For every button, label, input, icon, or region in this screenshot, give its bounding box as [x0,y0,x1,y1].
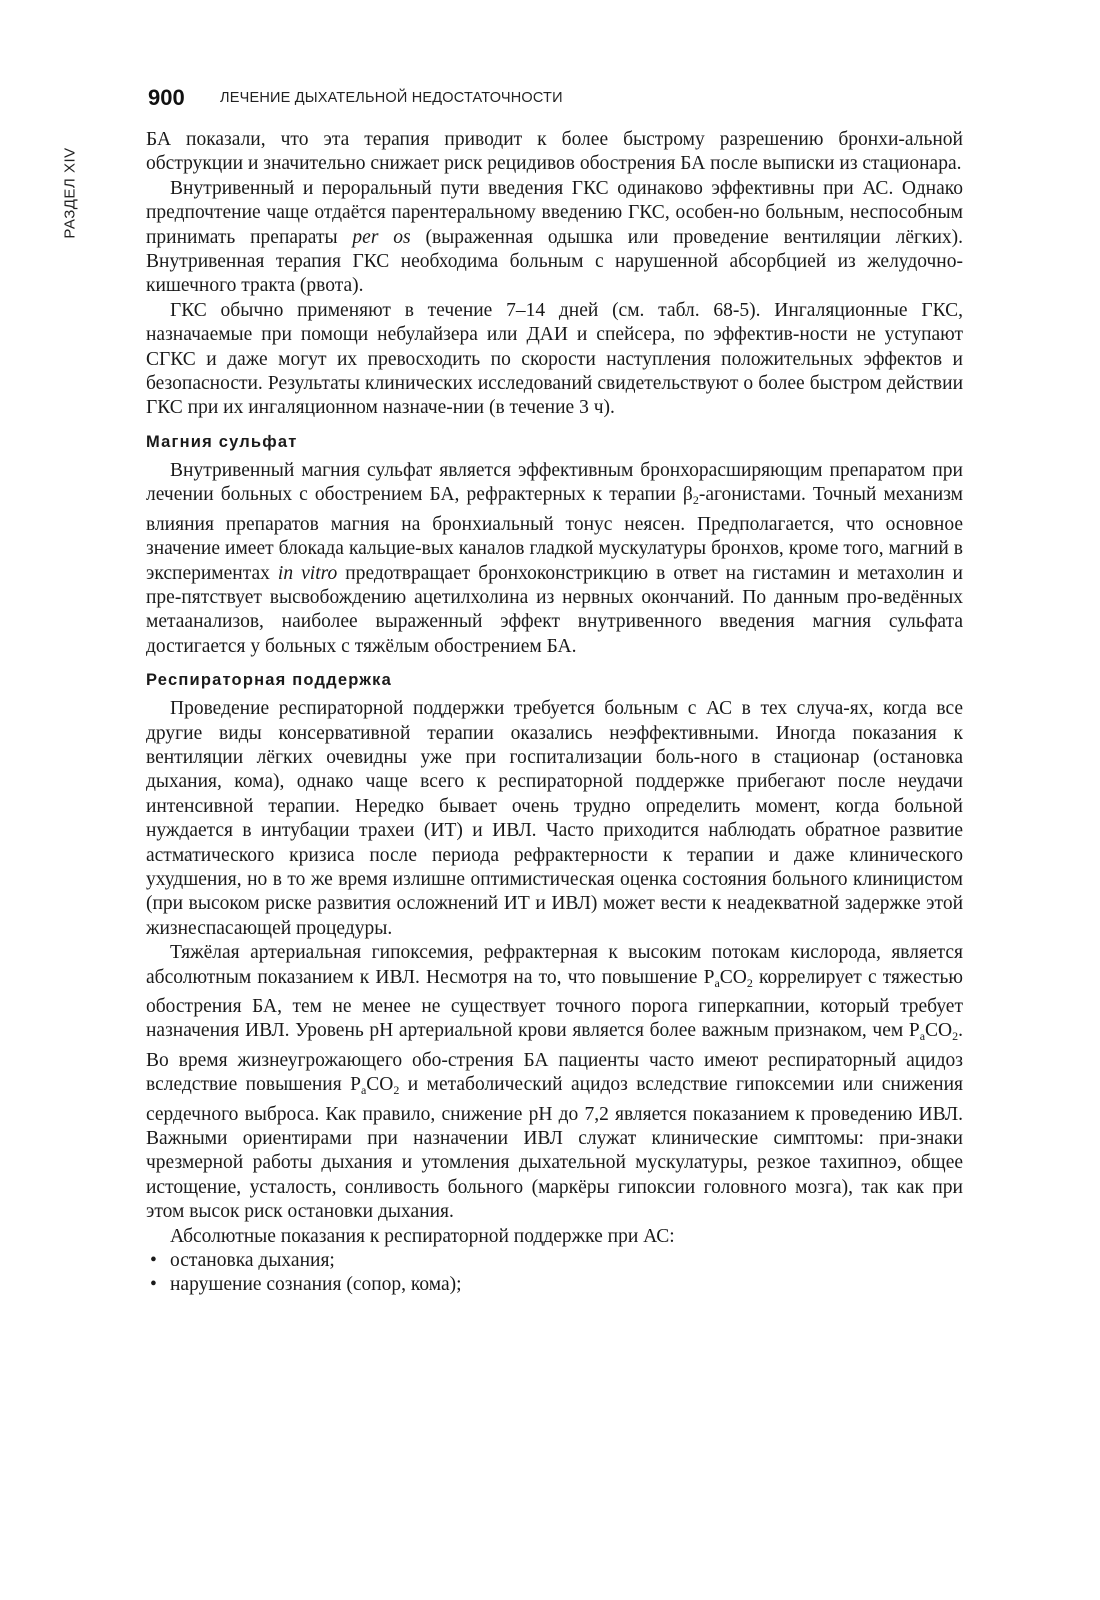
list-item: • нарушение сознания (сопор, кома); [146,1273,963,1297]
subscript: a [919,1029,926,1044]
paragraph-text: Проведение респираторной поддержки требуется больным с АС в тех случа-ях, когда все другие виды консервативной терапии оказались неэффективными. Иногда показания к вентиляции лёгких очевидны уже при госпитализации боль-ного в стационар (остановка дыхания, кома), однако чаще всего к респираторной поддержке прибегают после неудачи интенсивной терапии. Нередко бывает очень трудно определить момент, когда больной нуждается в интубации трахеи (ИТ) и ИВЛ. Часто приходится наблюдать обратное развитие астматического кризиса после периода рефрактерности к терапии и даже клинического ухудшения, но в то же время излишне оптимистическая оценка состояния больного клиницистом (при высоком риске развития осложнений ИТ и ИВЛ) может вести к неадекватной задержке этой жизнеспасающей процедуры. [146,698,963,939]
section-heading-magnesium: Магния сульфат [146,432,298,451]
formula-text: CO [366,1074,394,1096]
indications-list [146,1249,963,1298]
section-heading-respiratory: Респираторная поддержка [146,671,393,690]
subscript: 2 [393,1083,400,1098]
paragraph [146,299,963,421]
subscript: 2 [746,975,753,990]
paragraph-text: БА показали, что эта терапия приводит к более быстрому разрешению бронхи-альной обструкции и значительно снижает риск рецидивов обострения БА после выписки из стационара. [146,129,963,175]
paragraph-text: Тяжёлая артериальная гипоксемия, рефрактерная к высоким потокам кислорода, является абсолютным показанием к ИВЛ. Несмотря на то, что повышение P [146,942,963,988]
paragraph-text: Абсолютные показания к респираторной поддержке при АС: [170,1225,675,1247]
subscript: a [714,975,720,990]
paragraph [146,459,963,659]
formula-text: CO [925,1020,953,1042]
paragraph-text: ГКС обычно применяют в течение 7–14 дней (см. табл. 68-5). Ингаляционные ГКС, назначаемые при помощи небулайзера или ДАИ и спейсера, по эффектив-ности не уступают СГКС и даже могут их превосходить по скорости наступления положительных эффектов и безопасности. Результаты клинических исследований свидетельствуют о более быстром действии ГКС при их ингаляционном назначе-нии (в течение 3 ч). [146,299,963,419]
list-item: • остановка дыхания; [146,1249,963,1273]
paragraph-text: Внутривенный и пероральный пути введения ГКС одинаково эффективны при АС. Однако предпочтение чаще отдаётся парентеральному введению ГКС, особен-но больным, неспособным принимать препараты [146,177,963,248]
subscript: 2 [692,493,699,508]
paragraph-text: коррелирует с тяжестью обострения БА, тем не менее не существует точного порога гиперкапнии, который требует назначения ИВЛ. Уровень pH артериальной крови является более важным признаком, чем P [146,966,964,1042]
paragraph-text: -агонистами. Точный механизм влияния препаратов магния на бронхиальный тонус неясен. Предполагается, что основное значение имеет блокада кальцие-вых каналов гладкой мускулатуры бронхов, кроме того, магний в экспериментах [146,484,963,584]
subscript: a [360,1083,367,1098]
paragraph-text: . Во время жизнеугрожающего обо-стрения БА пациенты часто имеют респираторный ацидоз вследствие повышения P [146,1020,963,1096]
paragraph-text: и метаболический ацидоз вследствие гипоксемии или снижения сердечного выброса. Как правило, снижение pH до 7,2 является показанием к проведению ИВЛ. Важными ориентирами при назначении ИВЛ служат клинические симптомы: при-знаки чрезмерной работы дыхания и утомления дыхательной мускулатуры, резкое тахипноэ, общее истощение, усталость, сонливость больного (маркёры гипоксии головного мозга), так как при этом высок риск остановки дыхания. [146,1074,963,1223]
section-side-label [60,133,80,253]
body-text [146,128,963,1298]
section-label-text: РАЗДЕЛ XIV [61,147,79,239]
page-number: 900 [148,85,185,110]
paragraph-text: предотвращает бронхоконстрикцию в ответ на гистамин и метахолин и пре-пятствует высвобождению ацетилхолина из нервных окончаний. По данным про-ведённых метаанализов, наиболее выраженный эффект внутривенного введения магния сульфата достигается у больных с тяжёлым обострением БА. [146,562,963,657]
italic-term: in vitro [277,562,338,584]
italic-term: per os [352,226,411,248]
paragraph [146,1225,963,1249]
subscript: 2 [952,1029,959,1044]
paragraph-text: (выраженная одышка или проведение вентиляции лёгких). Внутривенная терапия ГКС необходима больным с нарушенной абсорбцией из желудочно-кишечного тракта (рвота). [146,226,964,297]
paragraph [146,177,963,299]
chapter-title: ЛЕЧЕНИЕ ДЫХАТЕЛЬНОЙ НЕДОСТАТОЧНОСТИ [220,90,563,106]
formula-text: CO [719,966,747,988]
paragraph [146,941,963,1224]
paragraph [146,697,963,941]
paragraph [146,128,963,177]
running-head [148,85,968,115]
paragraph-text: Внутривенный магния сульфат является эффективным бронхорасширяющим препаратом при лечении больных с обострением БА, рефрактерных к терапии β [146,459,963,506]
